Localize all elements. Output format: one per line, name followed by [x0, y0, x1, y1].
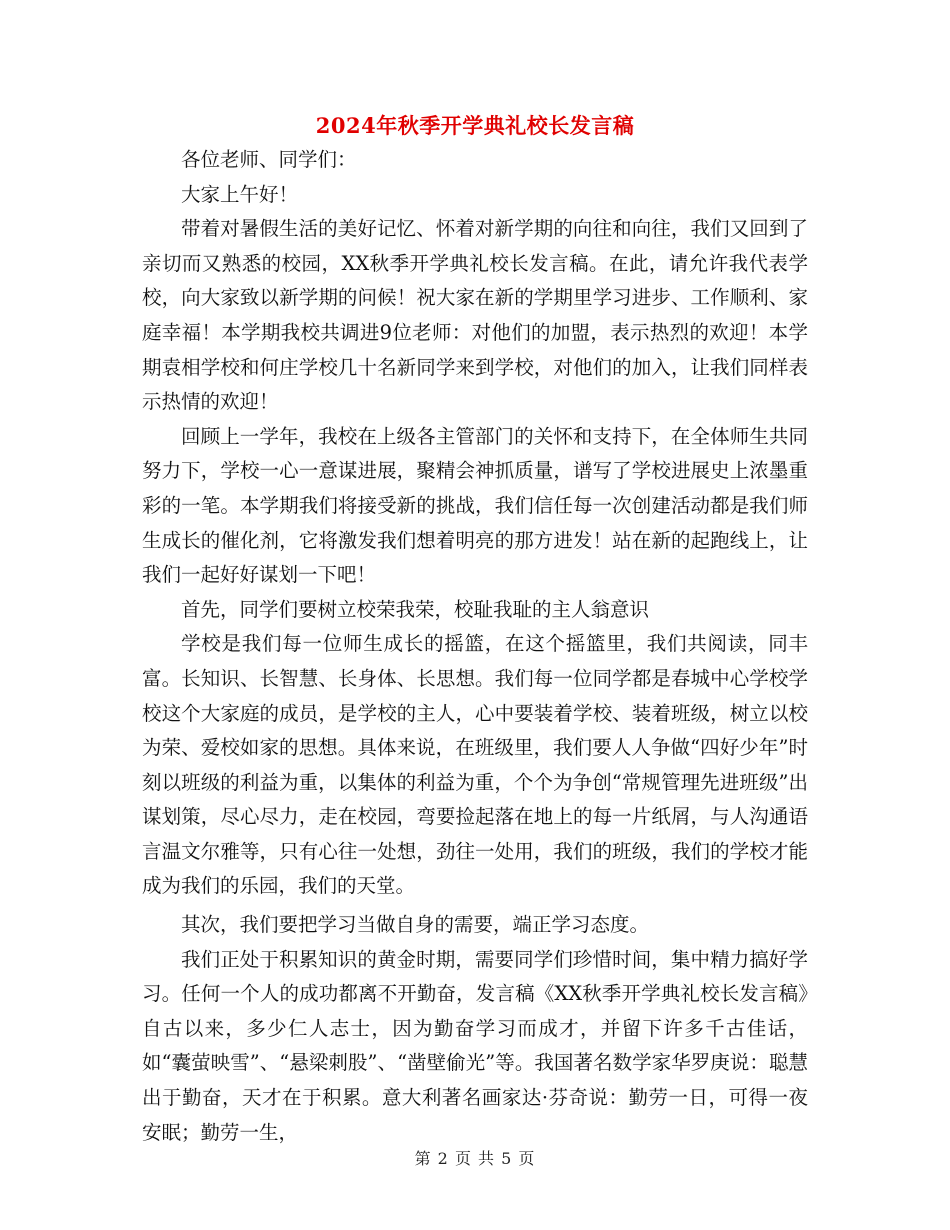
paragraph-heading: 其次，我们要把学习当做自身的需要，端正学习态度。	[181, 913, 650, 937]
page-number-footer: 第 2 页 共 5 页	[414, 1149, 536, 1168]
document-body	[142, 143, 808, 1150]
paragraph-heading: 首先，同学们要树立校荣我荣，校耻我耻的主人翁意识	[181, 597, 650, 621]
document-title: 2024年秋季开学典礼校长发言稿	[315, 113, 635, 138]
paragraph: 我们正处于积累知识的黄金时期，需要同学们珍惜时间，集中精力搞好学习。任何一个人的成功都离不开勤奋，发言稿《XX秋季开学典礼校长发言稿》自古以来，多少仁人志士，因为勤奋学习而成才，并留下许多千古佳话，如“囊萤映雪”、“悬梁刺股”、“凿壁偷光”等。我国著名数学家华罗庚说：聪慧出于勤奋，天才在于积累。意大利著名画家达·芬奇说：勤劳一日，可得一夜安眠；勤劳一生，	[142, 947, 808, 1144]
paragraph: 回顾上一学年，我校在上级各主管部门的关怀和支持下，在全体师生共同努力下，学校一心一意谋进展，聚精会神抓质量，谱写了学校进展史上浓墨重彩的一笔。本学期我们将接受新的挑战，我们信任每一次创建活动都是我们师生成长的催化剂，它将激发我们想着明亮的那方进发！站在新的起跑线上，让我们一起好好谋划一下吧！	[142, 424, 808, 587]
paragraph-salutation: 各位老师、同学们：	[181, 148, 357, 171]
paragraph-greeting: 大家上午好！	[181, 182, 299, 206]
paragraph: 带着对暑假生活的美好记忆、怀着对新学期的向往和向往，我们又回到了亲切而又熟悉的校园，XX秋季开学典礼校长发言稿。在此，请允许我代表学校，向大家致以新学期的问候！祝大家在新的学期里学习进步、工作顺利、家庭幸福！本学期我校共调进9位老师：对他们的加盟，表示热烈的欢迎！本学期袁相学校和何庄学校几十名新同学来到学校，对他们的加入，让我们同样表示热情的欢迎！	[142, 217, 808, 414]
paragraph: 学校是我们每一位师生成长的摇篮，在这个摇篮里，我们共阅读，同丰富。长知识、长智慧、长身体、长思想。我们每一位同学都是春城中心学校学校这个大家庭的成员，是学校的主人，心中要装着学校、装着班级，树立以校为荣、爱校如家的思想。具体来说，在班级里，我们要人人争做“四好少年”时刻以班级的利益为重，以集体的利益为重，个个为争创“常规管理先进班级”出谋划策，尽心尽力，走在校园，弯要捡起落在地上的每一片纸屑，与人沟通语言温文尔雅等，只有心往一处想，劲往一处用，我们的班级，我们的学校才能成为我们的乐园，我们的天堂。	[142, 632, 808, 898]
